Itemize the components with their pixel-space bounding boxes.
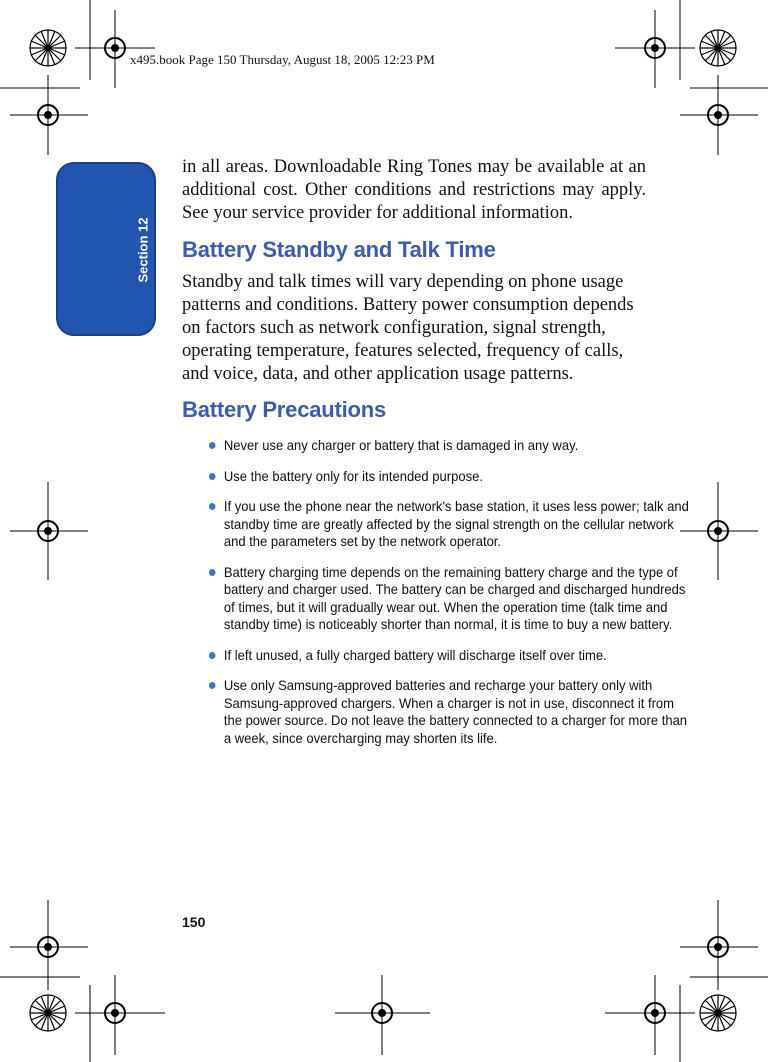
standby-talk-paragraph: Standby and talk times will vary depending on phone usage patterns and conditions. Battery power consumption depends on factors such as network configuration, signal strength, operating temperature, features selected, frequency of calls, and voice, data, and other application usage patterns. (182, 272, 634, 384)
list-item-text: If you use the phone near the network's base station, it uses less power; talk and standby time are greatly affected by the signal strength on the cellular network and the parameters set by the network operator. (223, 498, 689, 549)
list-item-text: Never use any charger or battery that is damaged in any way. (223, 437, 579, 453)
list-item (182, 647, 689, 665)
page-content (182, 156, 689, 760)
precautions-list (182, 437, 689, 747)
bullet-icon (209, 652, 216, 659)
heading-standby-talk-time: Battery Standby and Talk Time (182, 237, 496, 262)
heading-battery-precautions: Battery Precautions (182, 397, 387, 422)
list-item (182, 564, 689, 634)
bullet-icon (209, 442, 216, 449)
list-item-text: Use the battery only for its intended purpose. (223, 467, 483, 484)
list-item-text: If left unused, a fully charged battery will discharge itself over time. (223, 646, 607, 663)
list-item-text: Battery charging time depends on the remaining battery charge and the type of battery and charger used. The battery can be charged and discharged hundreds of times, but it will gradually wear out. When the operation time (talk time and standby time) is noticeably shorter than normal, it is time to buy a new battery. (223, 563, 686, 632)
print-header: x495.book Page 150 Thursday, August 18, 2005 12:23 PM (130, 52, 435, 67)
intro-paragraph: in all areas. Downloadable Ring Tones may be available at an additional cost. Other conditions and restrictions may apply. See your service provider for additional information. (182, 157, 646, 223)
bullet-icon (209, 473, 216, 480)
page-number: 150 (182, 914, 206, 930)
bullet-icon (209, 503, 216, 510)
list-item (182, 468, 689, 486)
bullet-icon (209, 682, 216, 689)
list-item (182, 498, 689, 551)
list-item (182, 437, 689, 455)
bullet-icon (209, 569, 216, 576)
list-item-text: Use only Samsung-approved batteries and recharge your battery only with Samsung-approved chargers. When a charger is not in use, disconnect it from the power source. Do not leave the battery connected to a charger for more than a week, since overcharging may shorten its life. (223, 677, 688, 746)
list-item (182, 677, 689, 747)
section-tab-label: Section 12 (135, 217, 151, 283)
